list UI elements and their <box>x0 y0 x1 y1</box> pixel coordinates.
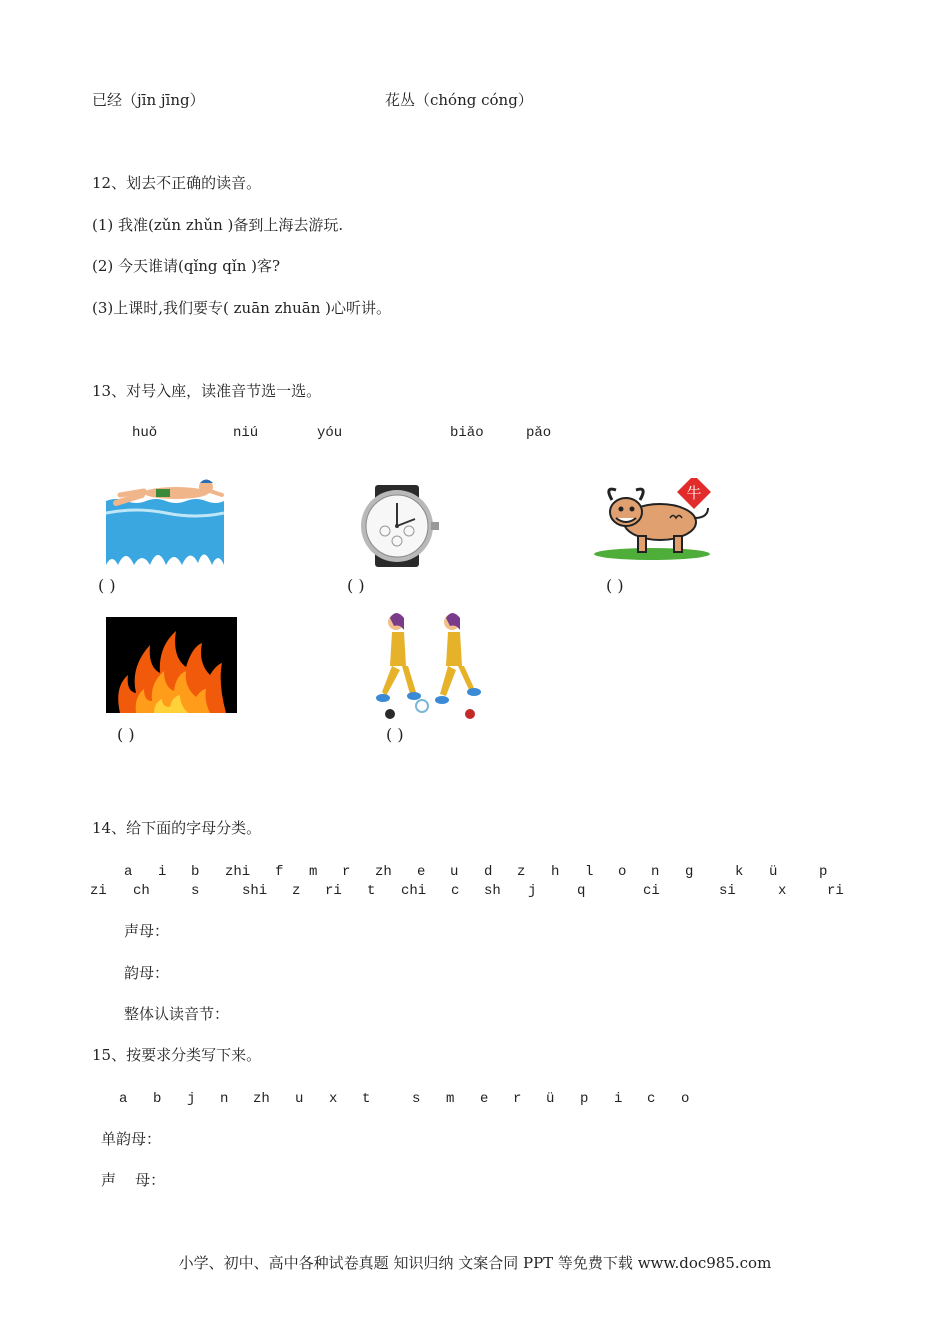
q12-title: 12、划去不正确的读音。 <box>92 174 262 192</box>
letter: r <box>513 1091 522 1107</box>
q14-letters-row-2 <box>0 883 950 901</box>
letter: ü <box>546 1091 555 1107</box>
letter: zi <box>90 883 107 899</box>
letter: k <box>735 864 744 880</box>
letter: si <box>719 883 736 899</box>
letter: n <box>651 864 660 880</box>
letter: n <box>220 1091 229 1107</box>
cow-image <box>590 478 720 560</box>
letter: l <box>585 864 594 880</box>
letter: b <box>191 864 200 880</box>
letter: d <box>484 864 493 880</box>
letter: j <box>187 1091 196 1107</box>
swimming-image <box>106 473 224 565</box>
letter: b <box>153 1091 162 1107</box>
letter: o <box>681 1091 690 1107</box>
letter: z <box>292 883 301 899</box>
letter: m <box>446 1091 455 1107</box>
letter: g <box>685 864 694 880</box>
letter: r <box>342 864 351 880</box>
letter: p <box>819 864 828 880</box>
q12-line-2: (2) 今天谁请(qǐng qǐn )客? <box>92 257 281 275</box>
letter: c <box>647 1091 656 1107</box>
answer-blank-3[interactable]: ( ) <box>606 576 624 595</box>
letter: a <box>119 1091 128 1107</box>
syllable-you: yóu <box>317 425 343 441</box>
letter: ü <box>769 864 778 880</box>
q15-title: 15、按要求分类写下来。 <box>92 1046 262 1064</box>
answer-blank-5[interactable]: ( ) <box>386 725 404 744</box>
letter: ch <box>133 883 150 899</box>
word-yijing: 已经（jīn jīng） <box>92 91 205 109</box>
letter: f <box>275 864 284 880</box>
watch-image <box>345 485 449 567</box>
word-huacong: 花丛（chóng cóng） <box>385 91 533 109</box>
letter: a <box>124 864 133 880</box>
answer-blank-2[interactable]: ( ) <box>347 576 365 595</box>
letter: m <box>309 864 318 880</box>
page-footer: 小学、初中、高中各种试卷真题 知识归纳 文案合同 PPT 等免费下载 www.doc985.com <box>178 1254 772 1272</box>
letter: chi <box>401 883 427 899</box>
letter: j <box>528 883 537 899</box>
q15-label-danyunmu: 单韵母： <box>101 1130 162 1148</box>
letter: z <box>517 864 526 880</box>
cow-sign-text: 牛 <box>686 484 702 502</box>
letter: s <box>412 1091 421 1107</box>
q13-title: 13、对号入座，读准音节选一选。 <box>92 382 322 400</box>
letter: zh <box>375 864 392 880</box>
letter: zhi <box>225 864 251 880</box>
letter: o <box>618 864 627 880</box>
letter: e <box>480 1091 489 1107</box>
letter: e <box>417 864 426 880</box>
letter: p <box>580 1091 589 1107</box>
q15-label-shengmu: 声 母： <box>101 1171 166 1189</box>
answer-blank-1[interactable]: ( ) <box>98 576 116 595</box>
letter: u <box>450 864 459 880</box>
letter: i <box>614 1091 623 1107</box>
q14-letters-row-1 <box>0 864 950 882</box>
letter: c <box>451 883 460 899</box>
syllable-pao: pǎo <box>526 425 552 441</box>
q12-line-3: (3)上课时,我们要专( zuān zhuān )心听讲。 <box>92 299 392 317</box>
running-image <box>360 610 490 722</box>
q14-label-zhengti: 整体认读音节： <box>124 1005 230 1023</box>
letter: i <box>158 864 167 880</box>
letter: x <box>329 1091 338 1107</box>
letter: x <box>778 883 787 899</box>
q15-letters-row <box>0 1091 950 1109</box>
syllable-niu: niú <box>233 425 259 441</box>
letter: ci <box>643 883 660 899</box>
q14-label-yunmu: 韵母： <box>124 964 170 982</box>
letter: s <box>191 883 200 899</box>
letter: t <box>367 883 376 899</box>
q14-title: 14、给下面的字母分类。 <box>92 819 262 837</box>
letter: zh <box>253 1091 270 1107</box>
letter: h <box>551 864 560 880</box>
fire-image <box>106 617 237 713</box>
letter: shi <box>242 883 268 899</box>
q14-label-shengmu: 声母： <box>124 922 170 940</box>
q12-line-1: (1) 我准(zǔn zhǔn )备到上海去游玩. <box>92 216 344 234</box>
letter: u <box>295 1091 304 1107</box>
letter: sh <box>484 883 501 899</box>
letter: t <box>362 1091 371 1107</box>
syllable-huo: huǒ <box>132 425 158 441</box>
letter: q <box>577 883 586 899</box>
letter: ri <box>827 883 844 899</box>
answer-blank-4[interactable]: ( ) <box>117 725 135 744</box>
letter: ri <box>325 883 342 899</box>
syllable-biao: biǎo <box>450 425 484 441</box>
